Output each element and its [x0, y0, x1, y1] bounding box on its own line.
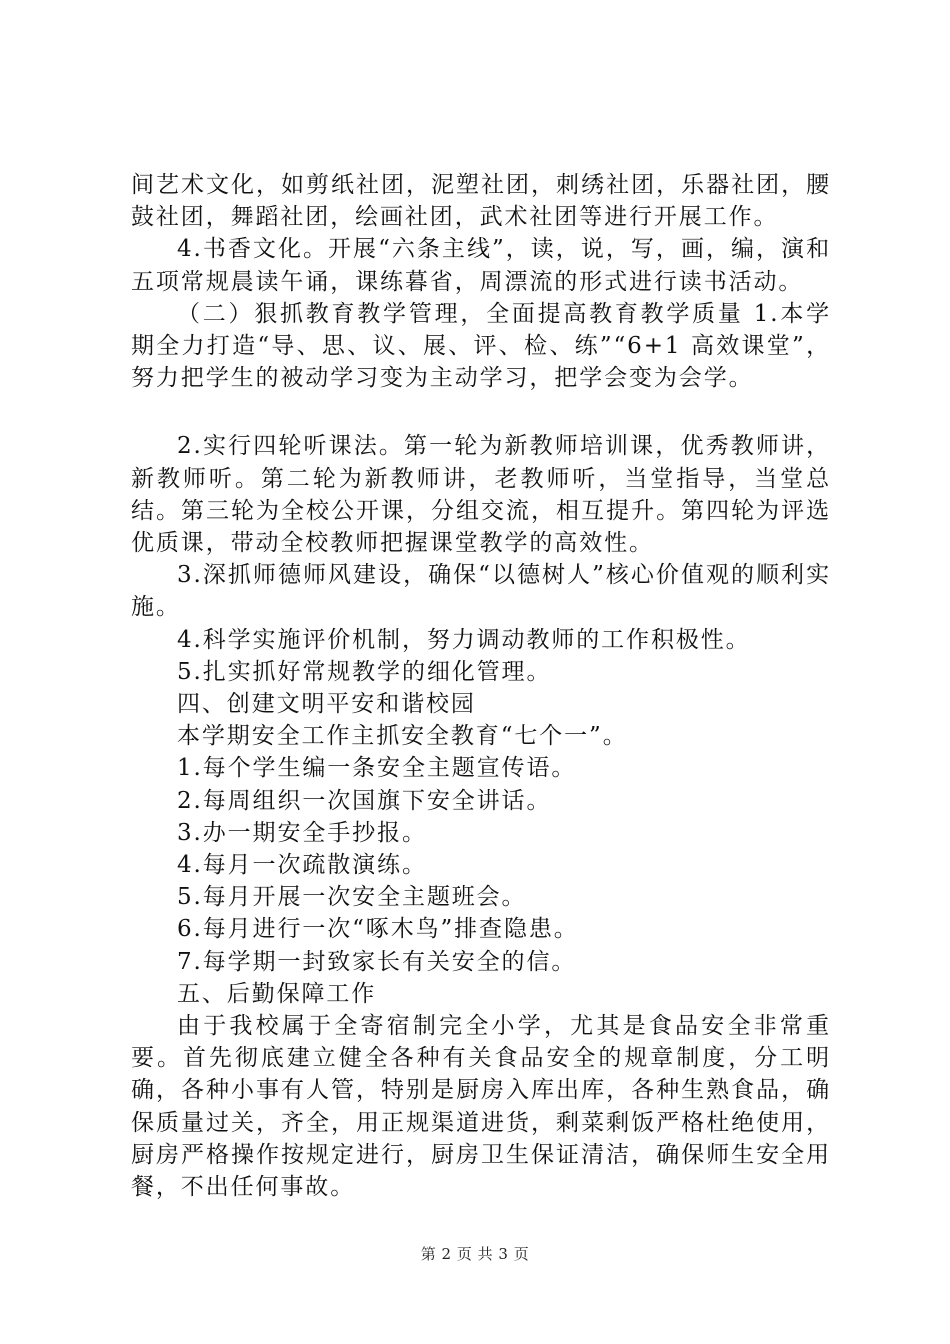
list-item: 2.每周组织一次国旗下安全讲话。 — [177, 787, 552, 814]
paragraph-gap — [131, 394, 831, 430]
list-item: 6.每月进行一次“啄木鸟”排查隐患。 — [177, 916, 579, 943]
list-item: 1.每个学生编一条安全主题宣传语。 — [177, 755, 577, 782]
paragraph-lesson-observation: 2.实行四轮听课法。第一轮为新教师培训课，优秀教师讲，新教师听。第二轮为新教师讲，老教师听，当堂指导，当堂总结。第三轮为全校公开课，分组交流，相互提升。第四轮为评选优质课，带动全校教师把握课堂教学的高效性。 — [131, 433, 831, 557]
list-item: 7.每学期一封致家长有关安全的信。 — [177, 948, 577, 975]
paragraph-safety-intro: 本学期安全工作主抓安全教育“七个一”。 — [177, 723, 628, 750]
section-heading-logistics: 五、后勤保障工作 — [177, 980, 377, 1007]
paragraph-continuation: 间艺术文化，如剪纸社团，泥塑社团，刺绣社团，乐器社团，腰鼓社团，舞蹈社团，绘画社团，武术社团等进行开展工作。 — [131, 172, 831, 231]
paragraph-reading-culture: 4.书香文化。开展“六条主线”，读，说，写，画，编，演和五项常规晨读午诵，课练暮省，周漂流的形式进行读书活动。 — [131, 236, 831, 295]
paragraph-food-safety: 由于我校属于全寄宿制完全小学，尤其是食品安全非常重要。首先彻底建立健全各种有关食品安全的规章制度，分工明确，各种小事有人管，特别是厨房入库出库，各种生熟食品，确保质量过关，齐全，用正规渠道进货，剩菜剩饭严格杜绝使用，厨房严格操作按规定进行，厨房卫生保证清洁，确保师生安全用餐，不出任何事故。 — [131, 1013, 831, 1201]
page-number-footer: 第 2 页 共 3 页 — [420, 1245, 530, 1263]
list-item: 4.科学实施评价机制，努力调动教师的工作积极性。 — [177, 626, 751, 653]
list-item: 4.每月一次疏散演练。 — [177, 852, 427, 879]
paragraph-teacher-ethics: 3.深抓师德师风建设，确保“以德树人”核心价值观的顺利实施。 — [131, 562, 831, 621]
paragraph-teaching-management: （二）狠抓教育教学管理，全面提高教育教学质量 1.本学期全力打造“导、思、议、展、评、检、练”“6+1 高效课堂”，努力把学生的被动学习变为主动学习，把学会变为会学。 — [131, 300, 831, 392]
section-heading-safety: 四、创建文明平安和谐校园 — [177, 691, 476, 718]
document-body — [131, 169, 831, 1203]
list-item: 5.扎实抓好常规教学的细化管理。 — [177, 658, 552, 685]
list-item: 5.每月开展一次安全主题班会。 — [177, 884, 527, 911]
list-item: 3.办一期安全手抄报。 — [177, 819, 427, 846]
